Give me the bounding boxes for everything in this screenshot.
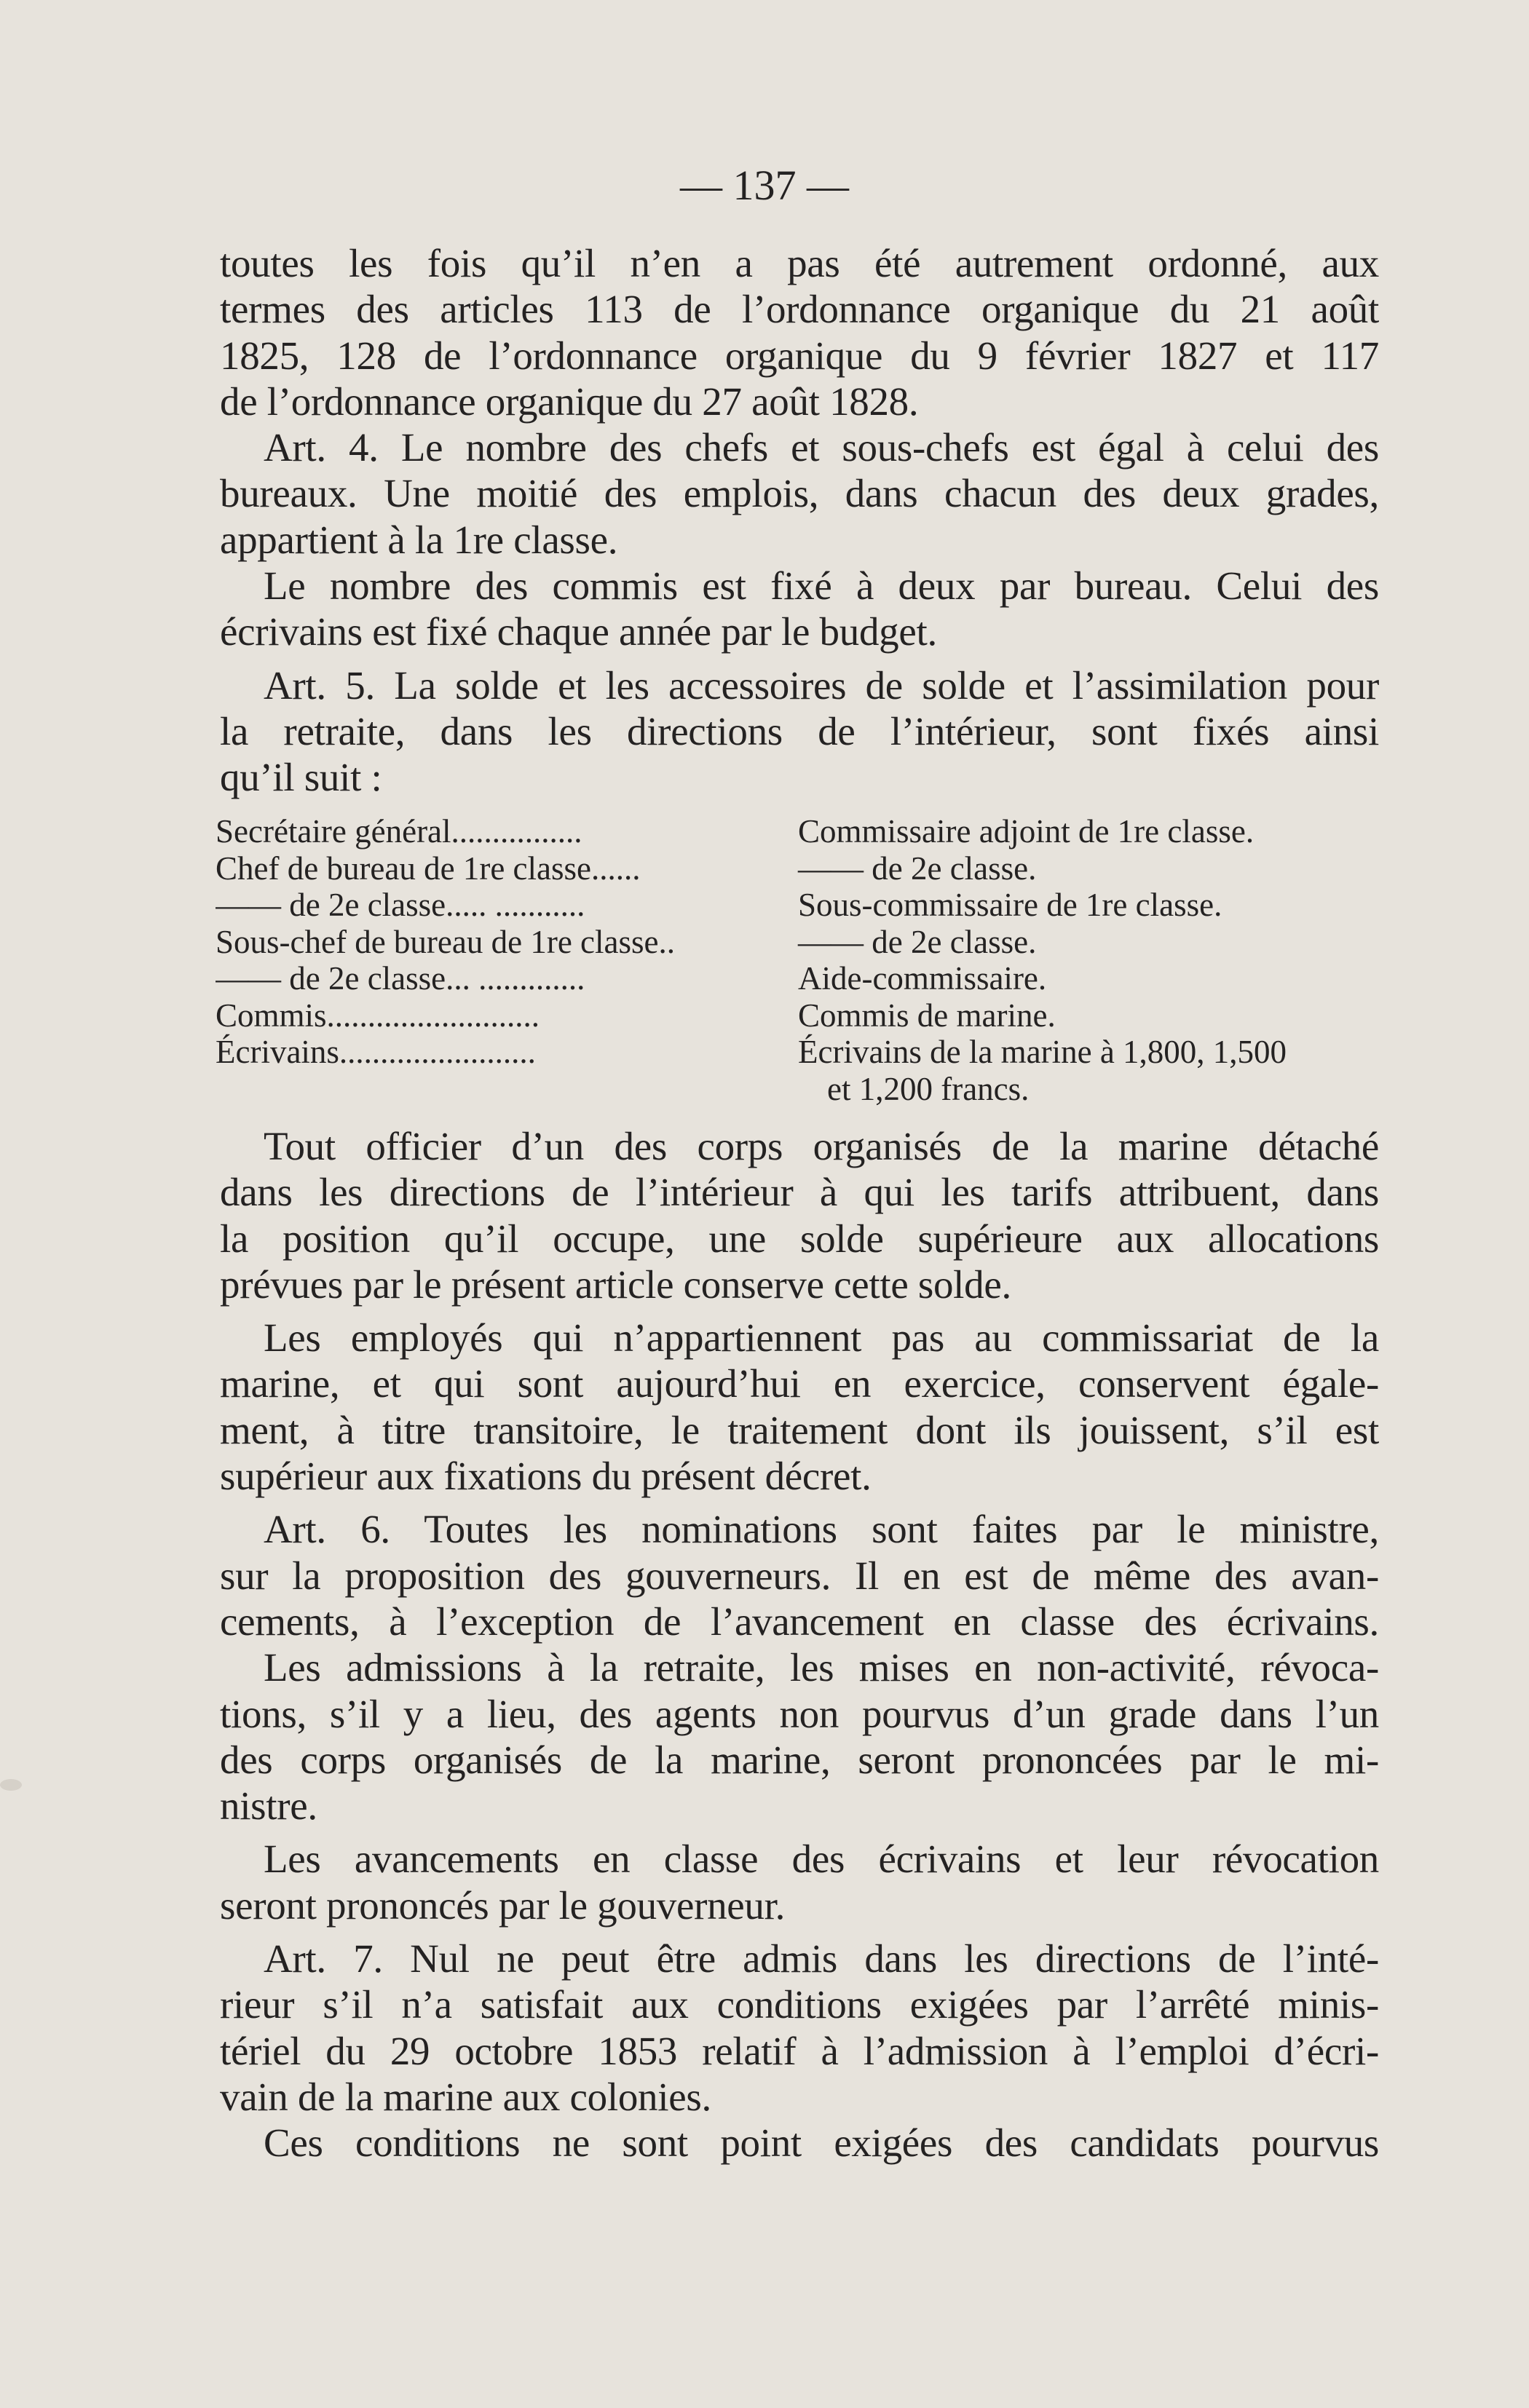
text-line: bureaux. Une moitié des emplois, dans chacun des deux grades, <box>220 471 1379 516</box>
text-line: Les avancements en classe des écrivains et leur révocation <box>264 1837 1379 1882</box>
table-row <box>216 813 1380 850</box>
table-cell-grade: Secrétaire général................ <box>216 813 582 849</box>
text-line: tériel du 29 octobre 1853 relatif à l’admission à l’emploi d’écri- <box>220 2028 1379 2073</box>
text-line: toutes les fois qu’il n’en a pas été autrement ordonné, aux <box>220 241 1379 285</box>
page-number: — 137 — <box>680 162 849 209</box>
text-line: dans les directions de l’intérieur à qui les tarifs attribuent, dans <box>220 1170 1379 1215</box>
text-line: vain de la marine aux colonies. <box>220 2074 711 2119</box>
article-7-heading-line: Art. 7. Nul ne peut être admis dans les directions de l’inté- <box>264 1936 1379 1981</box>
table-row <box>216 960 1380 997</box>
text-line: Ces conditions ne sont point exigées des candidats pourvus <box>264 2120 1379 2166</box>
table-cell-equivalent: Commis de marine. <box>798 997 1056 1034</box>
text-line: Le nombre des commis est fixé à deux par bureau. Celui des <box>264 563 1379 609</box>
table-row <box>216 997 1380 1034</box>
text-line: Les employés qui n’appartiennent pas au commissariat de la <box>264 1315 1379 1361</box>
assimilation-table <box>216 813 1380 1107</box>
text-line: Tout officier d’un des corps organisés de la marine détaché <box>264 1124 1379 1168</box>
table-cell-grade: —— de 2e classe..... ........... <box>216 887 585 923</box>
text-line: 1825, 128 de l’ordonnance organique du 9 février 1827 et 117 <box>220 333 1379 378</box>
article-4-heading-line: Art. 4. Le nombre des chefs et sous-chefs est égal à celui des <box>264 425 1379 470</box>
table-row <box>216 850 1380 887</box>
table-row <box>216 1071 1380 1108</box>
lower-text-block <box>220 1123 1379 2166</box>
text-line: qu’il suit : <box>220 755 382 800</box>
text-line: ment, à titre transitoire, le traitement dont ils jouissent, s’il est <box>220 1407 1379 1452</box>
text-line: prévues par le présent article conserve cette solde. <box>220 1262 1011 1307</box>
paper-stain <box>0 1779 22 1791</box>
table-cell-equivalent: Commissaire adjoint de 1re classe. <box>798 813 1255 849</box>
table-cell-equivalent: —— de 2e classe. <box>798 849 1037 887</box>
text-line: sur la proposition des gouverneurs. Il en est de même des avan- <box>220 1553 1379 1598</box>
text-line: tions, s’il y a lieu, des agents non pourvus d’un grade dans l’un <box>220 1691 1379 1736</box>
text-line: appartient à la 1re classe. <box>220 517 618 562</box>
article-5-heading-line: Art. 5. La solde et les accessoires de solde et l’assimilation pour <box>264 662 1379 708</box>
text-line: marine, et qui sont aujourd’hui en exercice, conservent égale- <box>220 1361 1379 1406</box>
text-line: termes des articles 113 de l’ordonnance organique du 21 août <box>220 287 1379 332</box>
table-cell-grade: Écrivains........................ <box>216 1034 536 1070</box>
text-line: la position qu’il occupe, une solde supérieure aux allocations <box>220 1216 1379 1261</box>
table-cell-equivalent: Aide-commissaire. <box>798 960 1047 997</box>
text-line: Les admissions à la retraite, les mises en non-activité, révoca- <box>264 1645 1379 1690</box>
text-line: supérieur aux fixations du présent décret. <box>220 1454 872 1499</box>
table-row <box>216 924 1380 961</box>
table-cell-equivalent: —— de 2e classe. <box>798 923 1037 960</box>
upper-text-block <box>220 240 1379 801</box>
table-cell-equivalent: Sous-commissaire de 1re classe. <box>798 887 1222 923</box>
text-line: écrivains est fixé chaque année par le budget. <box>220 609 937 654</box>
table-cell-grade: —— de 2e classe... ............. <box>216 960 585 997</box>
table-cell-grade: Commis.......................... <box>216 997 540 1034</box>
table-cell-equivalent: et 1,200 francs. <box>827 1070 1030 1107</box>
text-line: rieur s’il n’a satisfait aux conditions exigées par l’arrêté minis- <box>220 1982 1379 2027</box>
text-line: des corps organisés de la marine, seront prononcées par le mi- <box>220 1737 1379 1782</box>
text-line: la retraite, dans les directions de l’intérieur, sont fixés ainsi <box>220 708 1379 753</box>
text-line: cements, à l’exception de l’avancement en classe des écrivains. <box>220 1599 1379 1644</box>
text-line: nistre. <box>220 1783 317 1829</box>
table-cell-grade: Chef de bureau de 1re classe...... <box>216 849 641 887</box>
table-row <box>216 887 1380 924</box>
article-6-heading-line: Art. 6. Toutes les nominations sont faites par le ministre, <box>264 1507 1379 1552</box>
table-cell-grade: Sous-chef de bureau de 1re classe.. <box>216 923 675 960</box>
table-cell-equivalent: Écrivains de la marine à 1,800, 1,500 <box>798 1034 1287 1070</box>
text-line: de l’ordonnance organique du 27 août 1828. <box>220 379 919 424</box>
table-row <box>216 1034 1380 1071</box>
text-line: seront prononcés par le gouverneur. <box>220 1882 786 1928</box>
